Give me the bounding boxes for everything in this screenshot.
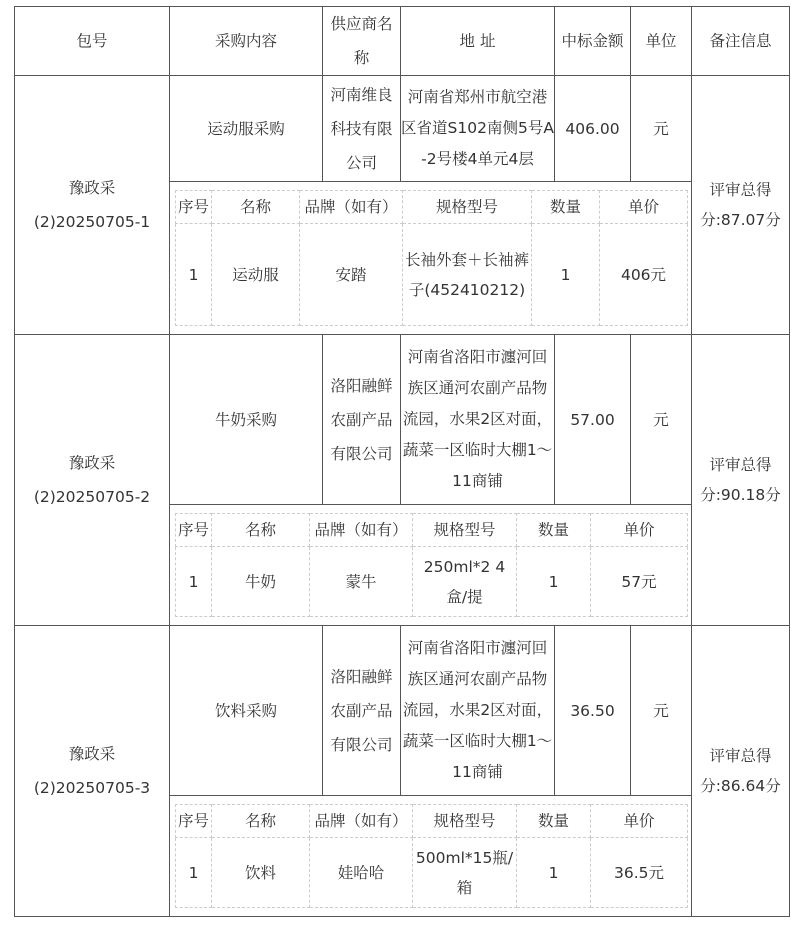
- lot-number: (2)20250705-3: [33, 779, 151, 797]
- procurement-table: [14, 6, 790, 917]
- header-row: [15, 7, 790, 76]
- lot-prefix: 豫政采: [68, 179, 116, 197]
- award-amount: 57.00: [555, 335, 631, 505]
- header-unit: 单位: [631, 7, 692, 76]
- detail-header-no: 序号: [176, 514, 212, 547]
- detail-header-name: 名称: [212, 514, 310, 547]
- item-name: 饮料: [212, 838, 310, 908]
- item-qty: 1: [517, 838, 591, 908]
- item-name: 牛奶: [212, 547, 310, 617]
- lot-number-cell: [15, 335, 170, 626]
- item-brand: 安踏: [300, 224, 403, 326]
- detail-header-no: 序号: [176, 805, 212, 838]
- item-price: 57元: [591, 547, 688, 617]
- supplier-name: 洛阳融鲜农副产品有限公司: [323, 626, 401, 796]
- item-price: 36.5元: [591, 838, 688, 908]
- item-row: [176, 547, 688, 617]
- supplier-address: 河南省郑州市航空港区省道S102南侧5号A-2号楼4单元4层: [401, 76, 555, 182]
- supplier-name: 洛阳融鲜农副产品有限公司: [323, 335, 401, 505]
- item-no: 1: [176, 224, 212, 326]
- item-brand: 蒙牛: [310, 547, 413, 617]
- item-no: 1: [176, 547, 212, 617]
- header-supplier: 供应商名称: [323, 7, 401, 76]
- detail-cell: [170, 796, 692, 917]
- detail-header-price: 单价: [591, 514, 688, 547]
- lot-number-cell: [15, 76, 170, 335]
- detail-cell: [170, 505, 692, 626]
- detail-header-no: 序号: [176, 191, 212, 224]
- purchase-content: 运动服采购: [170, 76, 323, 182]
- item-spec: 250ml*2 4盒/提: [413, 547, 517, 617]
- header-remark: 备注信息: [692, 7, 790, 76]
- supplier-address: 河南省洛阳市瀍河回族区通河农副产品物流园，水果2区对面，蔬菜一区临时大棚1～11商铺: [401, 626, 555, 796]
- header-lot: 包号: [15, 7, 170, 76]
- item-detail-table: [175, 513, 688, 617]
- header-address: 地 址: [401, 7, 555, 76]
- detail-header-row: [176, 805, 688, 838]
- item-name: 运动服: [212, 224, 300, 326]
- detail-header-price: 单价: [591, 805, 688, 838]
- detail-header-qty: 数量: [532, 191, 600, 224]
- lot-row: [15, 76, 790, 182]
- lot-number-cell: [15, 626, 170, 917]
- item-detail-table: [175, 190, 688, 326]
- item-price: 406元: [600, 224, 688, 326]
- supplier-name: 河南维良科技有限公司: [323, 76, 401, 182]
- remark-score: 评审总得分:87.07分: [692, 76, 790, 335]
- amount-unit: 元: [631, 626, 692, 796]
- header-content: 采购内容: [170, 7, 323, 76]
- item-row: [176, 838, 688, 908]
- item-spec: 500ml*15瓶/箱: [413, 838, 517, 908]
- detail-header-qty: 数量: [517, 805, 591, 838]
- supplier-address: 河南省洛阳市瀍河回族区通河农副产品物流园，水果2区对面，蔬菜一区临时大棚1～11商铺: [401, 335, 555, 505]
- item-brand: 娃哈哈: [310, 838, 413, 908]
- detail-header-spec: 规格型号: [413, 805, 517, 838]
- detail-header-name: 名称: [212, 805, 310, 838]
- detail-cell: [170, 182, 692, 335]
- detail-header-price: 单价: [600, 191, 688, 224]
- item-qty: 1: [517, 547, 591, 617]
- remark-score: 评审总得分:86.64分: [692, 626, 790, 917]
- header-amount: 中标金额: [555, 7, 631, 76]
- amount-unit: 元: [631, 76, 692, 182]
- remark-score: 评审总得分:90.18分: [692, 335, 790, 626]
- item-spec: 长袖外套＋长袖裤子(452410212): [403, 224, 532, 326]
- lot-number: (2)20250705-1: [33, 213, 151, 231]
- lot-row: [15, 335, 790, 505]
- item-row: [176, 224, 688, 326]
- item-detail-table: [175, 804, 688, 908]
- lot-number: (2)20250705-2: [33, 488, 151, 506]
- detail-header-name: 名称: [212, 191, 300, 224]
- detail-header-spec: 规格型号: [403, 191, 532, 224]
- amount-unit: 元: [631, 335, 692, 505]
- award-amount: 36.50: [555, 626, 631, 796]
- purchase-content: 牛奶采购: [170, 335, 323, 505]
- detail-header-qty: 数量: [517, 514, 591, 547]
- detail-header-spec: 规格型号: [413, 514, 517, 547]
- detail-header-brand: 品牌（如有）: [300, 191, 403, 224]
- purchase-content: 饮料采购: [170, 626, 323, 796]
- lot-prefix: 豫政采: [68, 745, 116, 763]
- detail-header-row: [176, 514, 688, 547]
- detail-header-brand: 品牌（如有）: [310, 514, 413, 547]
- lot-row: [15, 626, 790, 796]
- award-amount: 406.00: [555, 76, 631, 182]
- lot-prefix: 豫政采: [68, 454, 116, 472]
- detail-header-brand: 品牌（如有）: [310, 805, 413, 838]
- detail-header-row: [176, 191, 688, 224]
- item-qty: 1: [532, 224, 600, 326]
- item-no: 1: [176, 838, 212, 908]
